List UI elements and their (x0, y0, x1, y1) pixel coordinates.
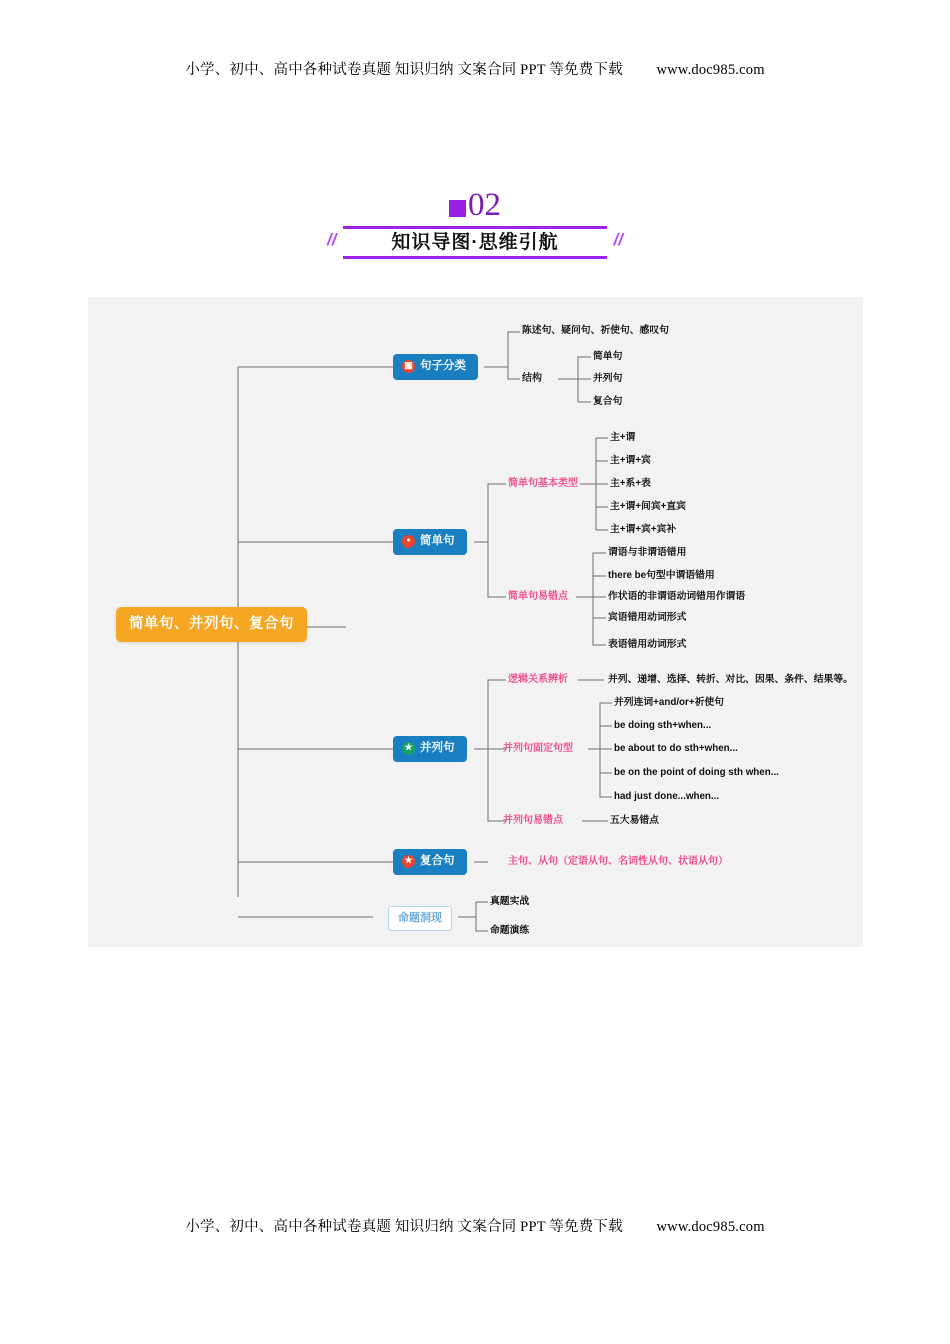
branch-label: 复合句 (420, 855, 455, 867)
leaf-sv: 主+谓 (610, 432, 636, 443)
slash-left-icon: // (327, 230, 337, 249)
leaf-svoc: 主+谓+宾+宾补 (610, 524, 677, 535)
branch-label: 并列句 (420, 742, 455, 754)
branch-label: 句子分类 (420, 360, 466, 372)
leaf-svoo: 主+谓+间宾+直宾 (610, 501, 686, 512)
leaf-error-therebe: there be句型中谓语错用 (608, 570, 715, 581)
dot-icon (402, 535, 415, 548)
branch-label: 简单句 (420, 535, 455, 547)
leaf-pattern-beabout: be about to do sth+when... (614, 743, 738, 754)
header-text: 小学、初中、高中各种试卷真题 知识归纳 文案合同 PPT 等免费下载 (185, 62, 623, 78)
leaf-five-errors: 五大易错点 (610, 815, 659, 826)
leaf-logic-list: 并列、递增、选择、转折、对比、因果、条件、结果等。 (608, 674, 853, 685)
page-header (0, 58, 950, 79)
leaf-simple-sentence: 简单句 (593, 351, 623, 362)
branch-node-compound-sentence[interactable] (393, 736, 467, 762)
section-title (0, 186, 950, 259)
branch-node-complex-sentence[interactable] (393, 849, 467, 875)
leaf-error-predicate: 谓语与非谓语错用 (608, 547, 687, 558)
footer-text: 小学、初中、高中各种试卷真题 知识归纳 文案合同 PPT 等免费下载 (185, 1219, 623, 1235)
leaf-real-exam: 真题实战 (490, 896, 530, 907)
leaf-sentence-kinds: 陈述句、疑问句、祈使句、感叹句 (522, 325, 669, 336)
group-compound-errors: 并列句易错点 (503, 815, 563, 826)
header-site-url: www.doc985.com (656, 62, 765, 78)
leaf-error-object: 宾语错用动词形式 (608, 612, 687, 623)
leaf-error-predicative: 表语错用动词形式 (608, 639, 687, 650)
leaf-compound-sentence: 并列句 (593, 373, 623, 384)
leaf-pattern-onthepoint: be on the point of doing sth when... (614, 767, 779, 778)
footer-site-url: www.doc985.com (656, 1219, 765, 1235)
leaf-clauses: 主句、从句（定语从句、名词性从句、状语从句） (508, 856, 728, 867)
star-icon (402, 855, 415, 868)
branch-node-sentence-types[interactable] (393, 354, 478, 380)
leaf-error-adverbial: 作状语的非谓语动词错用作谓语 (608, 591, 746, 602)
section-number-row (0, 186, 950, 222)
group-fixed-patterns: 并列句固定句型 (503, 743, 573, 754)
mindmap-panel (88, 297, 863, 947)
section-banner (325, 226, 625, 259)
branch-node-exam-insight[interactable]: 命题洞现 (388, 906, 452, 931)
group-logic-relations: 逻辑关系辨析 (508, 674, 568, 685)
group-structure: 结构 (522, 373, 542, 384)
leaf-complex-sentence: 复合句 (593, 396, 623, 407)
square-bullet-icon (449, 200, 466, 217)
mindmap-root-node[interactable]: 简单句、并列句、复合句 (116, 607, 307, 642)
star-icon (402, 742, 415, 755)
mindmap-canvas (88, 297, 863, 947)
group-simple-basic-types: 简单句基本类型 (508, 478, 578, 489)
leaf-exam-practice: 命题演练 (490, 925, 530, 936)
group-simple-errors: 简单句易错点 (508, 591, 568, 602)
leaf-pattern-hadjustdone: had just done...when... (614, 791, 720, 802)
leaf-svp: 主+系+表 (610, 478, 651, 489)
leaf-pattern-imperative: 并列连词+and/or+祈使句 (614, 697, 724, 708)
section-number: 02 (468, 187, 501, 223)
branch-node-simple-sentence[interactable] (393, 529, 467, 555)
square-icon (402, 360, 415, 373)
slash-right-icon: // (613, 230, 623, 249)
page-footer (0, 1215, 950, 1236)
leaf-pattern-bedoing: be doing sth+when... (614, 720, 712, 731)
leaf-svo: 主+谓+宾 (610, 455, 651, 466)
banner-title: 知识导图·思维引航 (391, 232, 559, 253)
